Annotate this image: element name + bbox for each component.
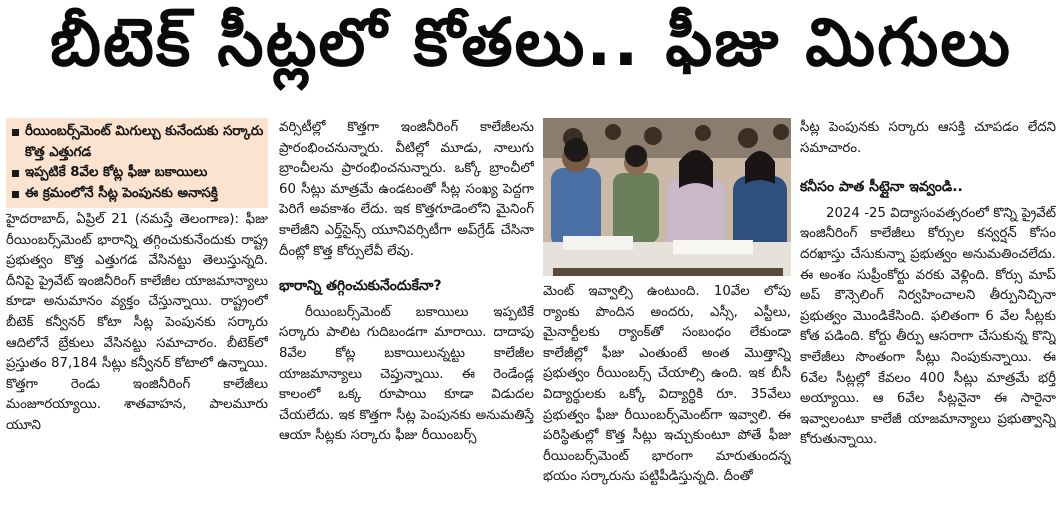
highlight-item [10, 163, 264, 184]
highlight-text: రీయింబర్స్‌మెంట్ మిగుల్చు కునేందుకు సర్కారు కొత్త ఎత్తుగడ [25, 124, 264, 160]
square-bullet-icon [12, 191, 19, 198]
article-paragraph: సీట్ల పెంపునకు సర్కారు ఆసక్తి చూపడం లేదని సమాచారం. [800, 120, 1056, 156]
highlight-item [10, 184, 264, 205]
headline: బీటెక్ సీట్లలో కోతలు.. ఫీజు మిగులు [50, 3, 1012, 81]
article-column-3 [543, 118, 791, 512]
article-paragraph: హైదరాబాద్, ఏప్రిల్ 21 (నమస్తే తెలంగాణ): ఫీజు రీయింబర్స్‌మెంట్ భారాన్ని తగ్గించుకునేందుకు రాష్ట్ర ప్రభుత్వం కొత్త ఎత్తుగడ వేసినట్టు తెలుస్తున్నది. దీనిపై ప్రైవేట్ ఇంజినీరింగ్ కాలేజీల యాజమాన్యాలు కూడా అనుమానం వ్యక్తం చేస్తున్నాయి. రాష్ట్రంలో బీటెక్ కన్వీనర్ కోటా సీట్ల పెంపునకు సర్కారు ఆదిలోనే బ్రేకులు వేసినట్టు సమాచారం. బీటెక్‌లో ప్రస్తుతం 87,184 సీట్లు కన్వీనర్ కోటాలో ఉన్నాయి. కొత్తగా రెండు ఇంజినీరింగ్ కాలేజీలు మంజూరయ్యాయి. శాతవాహన, పాలమూరు యూని [6, 212, 268, 433]
highlight-text: ఇప్పటికే 8వేల కోట్ల ఫీజు బకాయిలు [25, 165, 208, 180]
section-subheading: కనీసం పాత సీట్లైనా ఇవ్వండి.. [800, 179, 963, 196]
article-paragraph: మెంట్ ఇవ్వాల్సి ఉంటుంది. 10వేల లోపు ర్యాంకు పొందిన అందరు, ఎస్సీ, ఎస్టీలు, మైనార్టీలకు ర్యాంక్‌తో సంబంధం లేకుండా కాలేజీల్లో ఫీజు ఎంతుంటే అంత మొత్తాన్ని ప్రభుత్వం రీయింబర్స్ చేయాల్సి ఉంది. ఇక బీసీ విద్యార్థులకు ఒక్కో విద్యార్థికి రూ. 35వేలు ప్రభుత్వం ఫీజు రీయింబర్స్‌మెంట్‌గా ఇవ్వాలి. ఈ పరిస్థితుల్లో కొత్త సీట్లు ఇచ్చుకుంటూ పోతే ఫీజు రీయింబర్స్‌మెంట్ భారంగా మారుతుందన్న భయం సర్కారును పట్టిపీడిస్తున్నది. దీంతో [543, 284, 791, 485]
highlight-item [10, 122, 264, 163]
highlight-text: ఈ క్రమంలోనే సీట్ల పెంపునకు అనాసక్తి [25, 185, 218, 201]
highlights-box [6, 118, 268, 208]
students-exam-photo [543, 118, 791, 276]
article-paragraph: రీయింబర్స్‌మెంట్ బకాయిలు ఇప్పటికే సర్కారు పాలిట గుదిబండగా మారాయి. దాదాపు 8వేల కోట్ల బకాయిలున్నట్టు కాలేజీల యాజమాన్యాలు చెప్తున్నాయి. ఈ రెండేండ్ల కాలంలో ఒక్క రూపాయి కూడా విడుదల చేయలేదు. ఇక కొత్తగా సీట్ల పెంపునకు అనుమతిస్తే ఆయా సీట్లకు సర్కారు ఫీజు రీయింబర్స్ [279, 304, 534, 444]
article-paragraph: వర్సిటీల్లో కొత్తగా ఇంజినీరింగ్ కాలేజీలను ప్రారంభించనున్నారు. వీటిల్లో మూడు, నాలుగు బ్రాంచీలను ప్రారంభించనున్నారు. ఒక్కో బ్రాంచీలో 60 సీట్లు మాత్రమే ఉండటంతో సీట్ల సంఖ్య పెద్దగా పెరిగే అవకాశం లేదు. ఇక కొత్తగూడెంలోని మైనింగ్ కాలేజీని ఎర్త్‌సైన్స్ యూనివర్సిటీగా అప్‌గ్రేడ్ చేసినా దీంట్లో కొత్త కోర్సులేవీ లేవు. [279, 120, 534, 259]
section-subheading: భారాన్ని తగ్గించుకునేందుకేనా? [279, 278, 442, 295]
article-column-4 [800, 118, 1056, 512]
square-bullet-icon [12, 170, 19, 177]
article-paragraph: 2024 -25 విద్యాసంవత్సరంలో కొన్ని ప్రైవేట్ ఇంజినీరింగ్ కాలేజీలు కోర్సుల కన్వర్షన్ కోసం దరఖాస్తు చేసుకున్నా ప్రభుత్వం అనుమతించలేదు. ఈ అంశం సుప్రీంకోర్టు వరకు వెళ్లింది. కోర్సు మాప్ అప్ కౌన్సెలింగ్ నిర్వహించాలని తీర్పునిచ్చినా ప్రభుత్వం మొండికేసింది. ఫలితంగా 6 వేల సీట్లకు కోత పడింది. కోర్టు తీర్పు ఆసరాగా చేసుకున్న కొన్ని కాలేజీలు సొంతంగా సీట్లు నింపుకున్నాయి. ఈ 6వేల సీట్లల్లో కేవలం 400 సీట్లు మాత్రమే భర్తీ అయ్యాయి. ఆ 6వేల సీట్లనైనా ఈ సారైనా ఇవ్వాలంటూ కాలేజీ యాజమాన్యాలు ప్రభుత్వాన్ని కోరుతున్నాయి. [800, 205, 1056, 448]
article-column-2 [279, 118, 534, 512]
square-bullet-icon [12, 129, 19, 136]
article-column-1 [6, 118, 268, 512]
